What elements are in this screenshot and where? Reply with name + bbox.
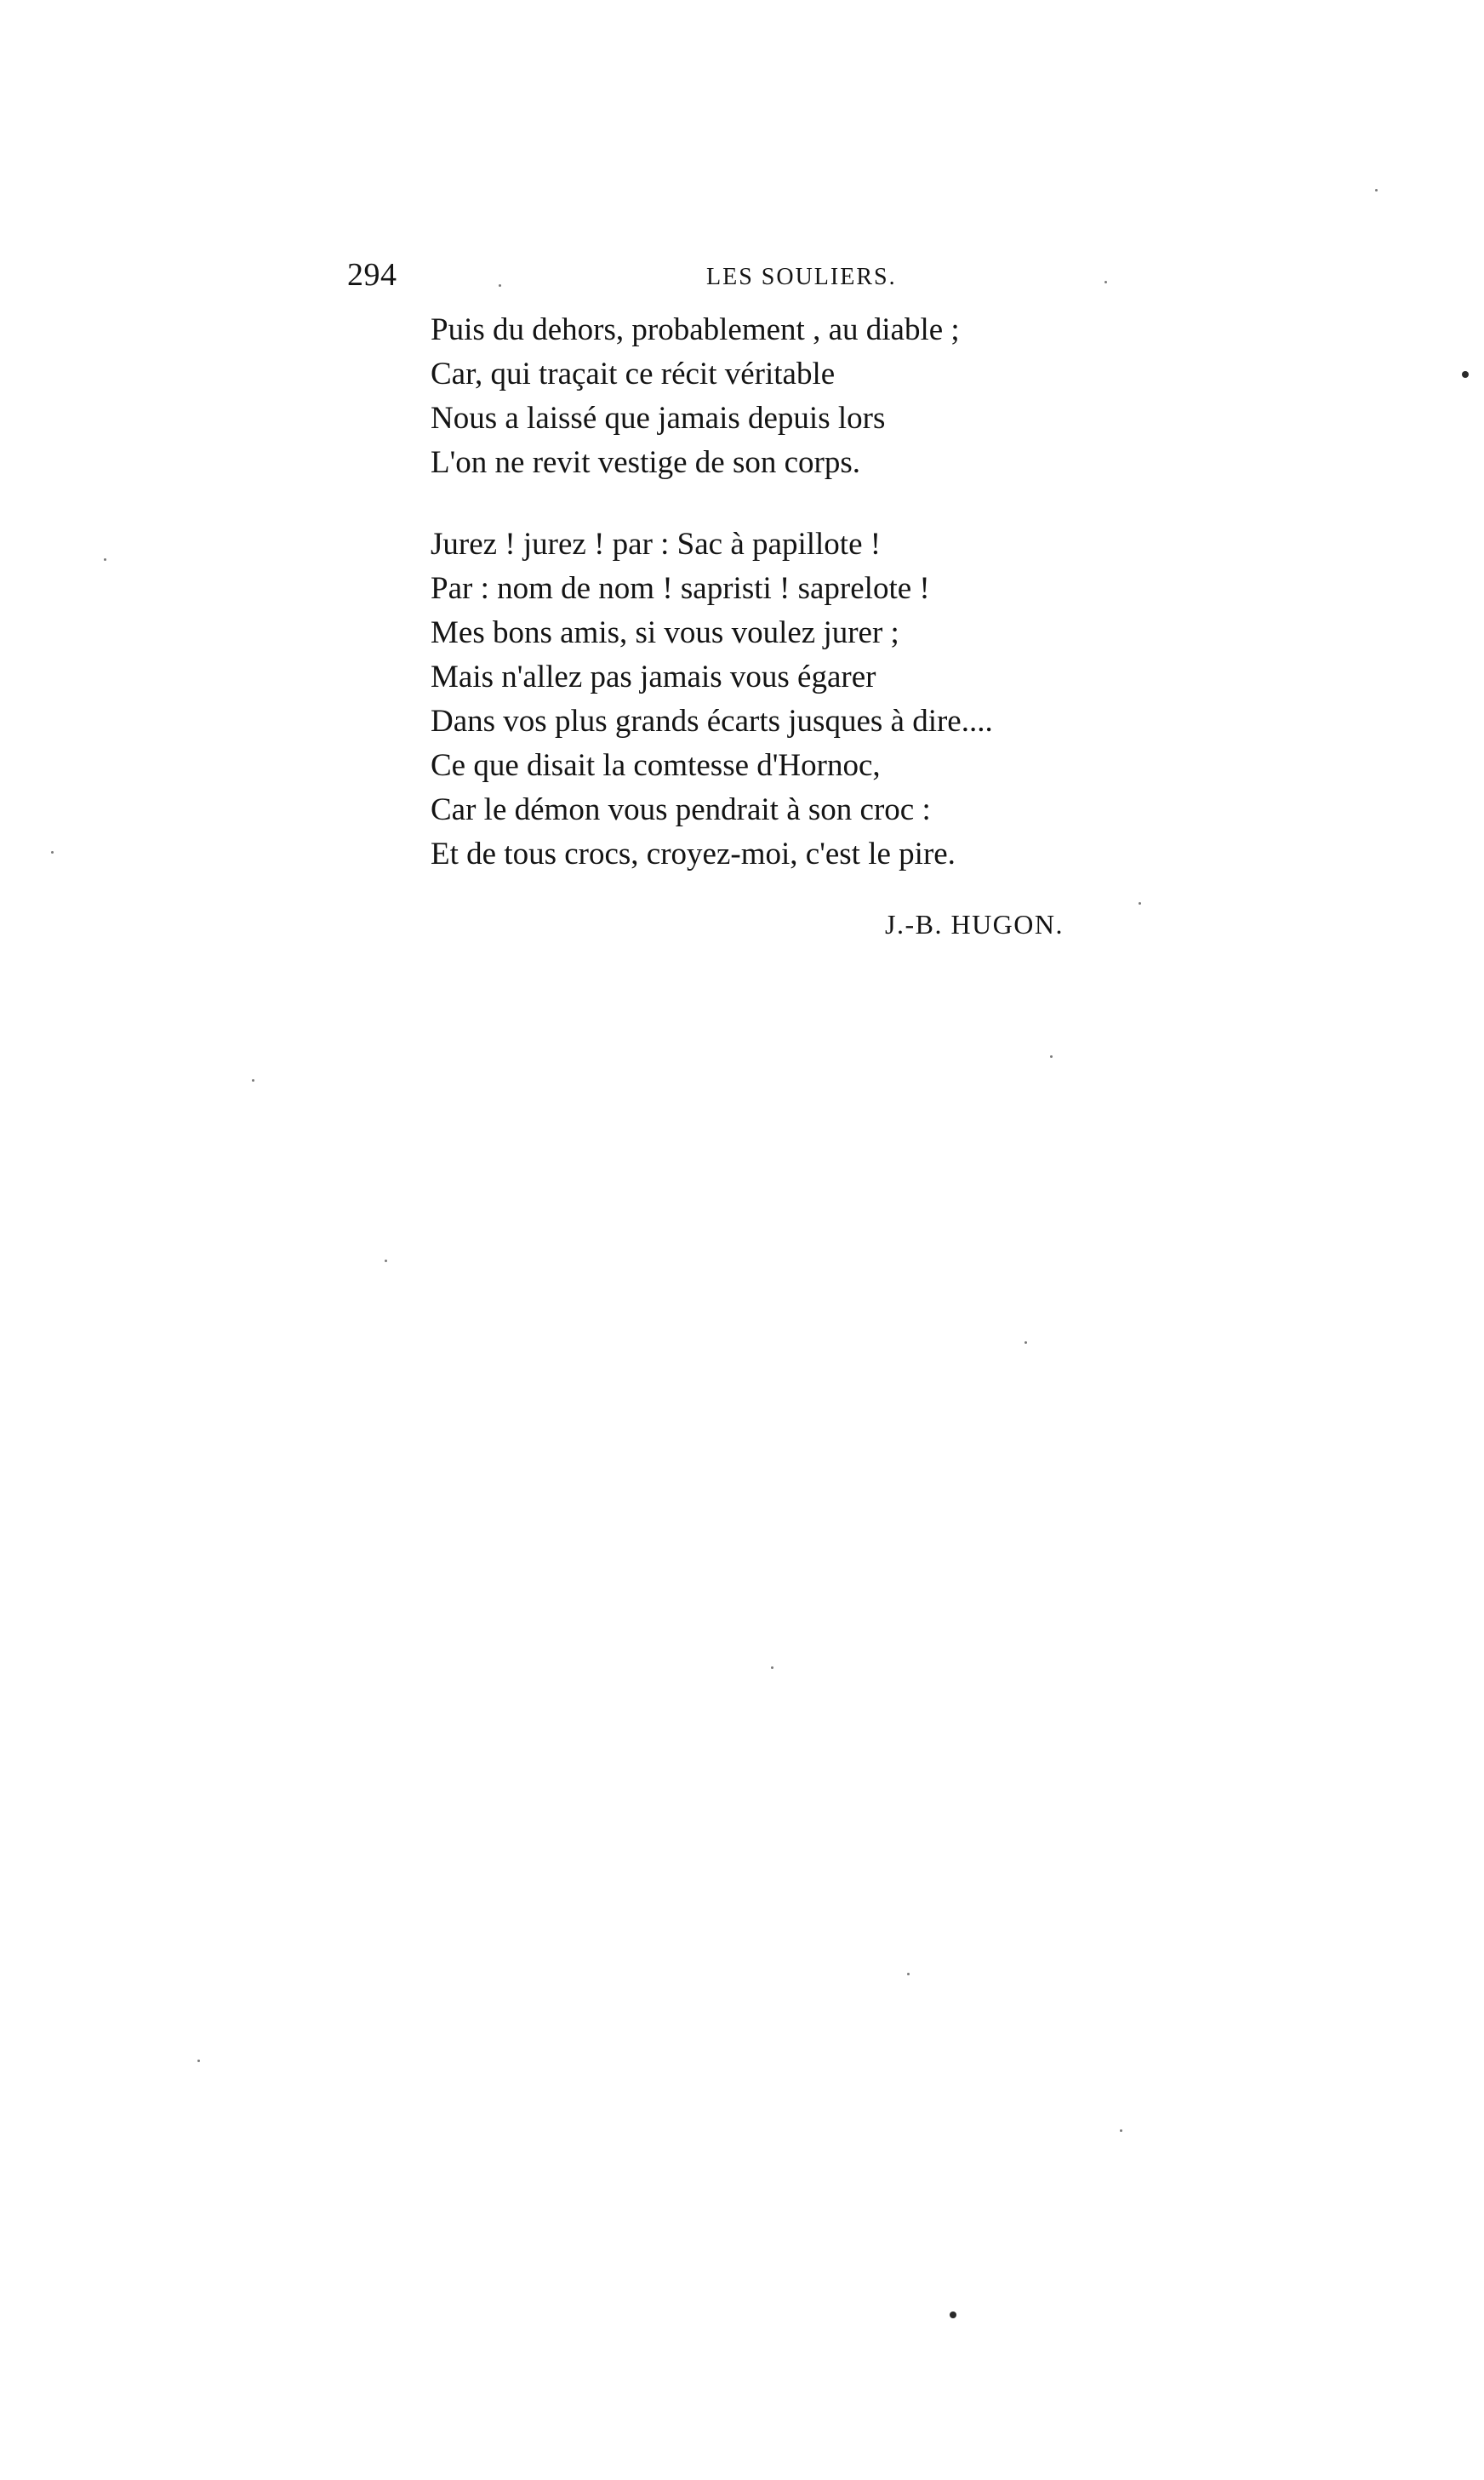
ink-speck [950,2311,956,2318]
ink-speck [771,1666,773,1669]
verse-line: Mais n'allez pas jamais vous égarer [431,660,876,694]
verse-line: Dans vos plus grands écarts jusques à dire.... [431,704,993,739]
ink-speck [104,558,106,561]
ink-speck [1375,189,1378,191]
verse-line: Par : nom de nom ! sapristi ! saprelote ! [431,571,930,606]
ink-speck [1104,281,1107,283]
stanza-2 [431,523,993,877]
verse-line: Car le démon vous pendrait à son croc : [431,792,931,827]
ink-speck [252,1079,254,1082]
verse-line: Nous a laissé que jamais depuis lors [431,401,886,436]
author-signature: J.-B. HUGON. [885,909,1064,940]
verse-line: Puis du dehors, probablement , au diable ; [431,312,960,347]
verse-line: Mes bons amis, si vous voulez jurer ; [431,615,899,650]
ink-speck [499,284,501,287]
ink-speck [1139,902,1141,905]
ink-speck [1462,371,1469,378]
verse-line: Ce que disait la comtesse d'Hornoc, [431,748,881,783]
ink-speck [197,2060,200,2062]
verse-line: Car, qui traçait ce récit véritable [431,357,836,391]
verse-line: Jurez ! jurez ! par : Sac à papillote ! [431,527,882,562]
verse-line: L'on ne revit vestige de son corps. [431,445,861,480]
ink-speck [1025,1341,1027,1344]
page-number: 294 [347,257,397,293]
running-title: LES SOULIERS. [706,264,897,290]
ink-speck [1050,1055,1053,1058]
ink-speck [51,851,54,854]
stanza-1 [431,308,960,485]
ink-speck [385,1260,387,1262]
ink-speck [1120,2129,1122,2132]
verse-line: Et de tous crocs, croyez-moi, c'est le pire. [431,837,956,871]
ink-speck [907,1973,910,1975]
